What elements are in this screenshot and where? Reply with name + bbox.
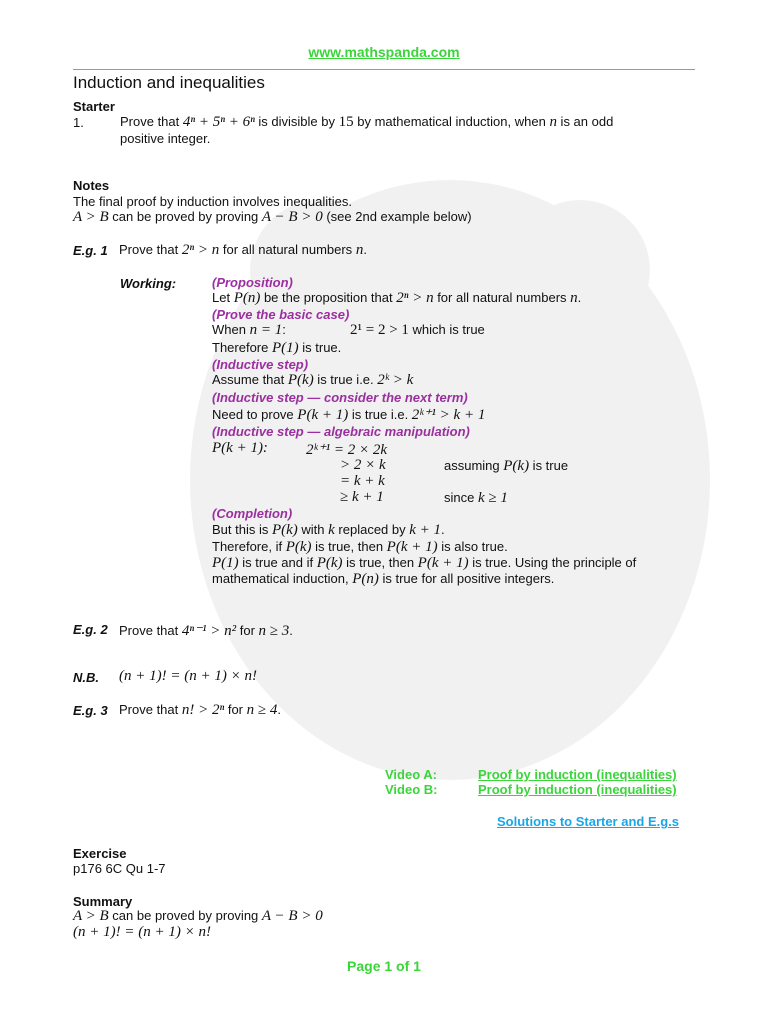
next-term-heading: (Inductive step — consider the next term): [212, 390, 468, 405]
page-title: Induction and inequalities: [73, 73, 265, 92]
eg1-expression: 2ⁿ > n: [181, 242, 220, 258]
nb-label: N.B.: [73, 670, 99, 685]
working-expression: P(k): [271, 522, 298, 538]
eg3-text: .: [277, 702, 281, 717]
summary-expression: A > B: [73, 908, 109, 924]
notes-heading: Notes: [73, 178, 110, 193]
starter-question-line1: [120, 114, 613, 131]
video-b-label: Video B:: [385, 782, 438, 797]
working-text: .: [577, 290, 582, 305]
working-expression: k + 1: [409, 522, 442, 538]
eg3-condition: n ≥ 4: [246, 702, 278, 718]
working-text: is true i.e.: [348, 407, 412, 422]
starter-text: Prove that: [120, 114, 183, 129]
working-expression: k: [328, 522, 335, 538]
working-expression: 2ⁿ > n: [396, 290, 434, 306]
working-text: is true and if: [238, 555, 317, 570]
working-text: for all natural numbers: [433, 290, 571, 305]
working-expression: k ≥ 1: [477, 490, 508, 506]
starter-question-line2: positive integer.: [120, 131, 211, 146]
eg3-expression: n! > 2ⁿ: [181, 702, 225, 718]
notes-line2: [73, 209, 472, 226]
notes-expression: A > B: [73, 209, 109, 225]
site-url-link[interactable]: www.mathspanda.com: [308, 44, 460, 60]
eg1-text: for all natural numbers: [219, 242, 356, 257]
proposition-statement: [212, 290, 581, 307]
working-expression: P(k): [316, 555, 343, 571]
eg1-variable: n: [355, 242, 364, 258]
starter-variable: n: [549, 114, 557, 130]
completion-line4: [212, 571, 554, 588]
notes-expression: A − B > 0: [261, 209, 323, 225]
working-text: is true. Using the principle of: [468, 555, 637, 570]
eg3-text: for: [224, 702, 247, 717]
starter-divisor: 15: [338, 114, 354, 130]
working-text: with: [297, 522, 329, 537]
summary-text: can be proved by proving: [108, 908, 262, 923]
inductive-step-heading: (Inductive step): [212, 357, 309, 372]
starter-text: by mathematical induction, when: [353, 114, 550, 129]
assumption-line: [212, 372, 413, 389]
basic-case-heading: (Prove the basic case): [212, 307, 350, 322]
eg2-condition: n ≥ 3: [258, 623, 290, 639]
starter-number: 1.: [73, 115, 84, 130]
working-label: Working:: [120, 276, 177, 291]
working-text: which is true: [408, 322, 485, 337]
eg2-question: [119, 621, 293, 640]
starter-text: is an odd: [556, 114, 614, 129]
basic-case-calc: [350, 322, 485, 339]
completion-line2: [212, 539, 508, 556]
working-text: is true.: [298, 340, 342, 355]
eg1-question: [119, 242, 367, 259]
working-text: .: [441, 522, 445, 537]
completion-line1: [212, 522, 445, 539]
header-divider: [73, 69, 695, 70]
working-text: is true i.e.: [313, 372, 378, 387]
working-expression: P(n): [352, 571, 379, 587]
working-text: is also true.: [437, 539, 508, 554]
working-text: is true for all positive integers.: [378, 571, 555, 586]
working-text: since: [444, 490, 478, 505]
working-expression: P(n): [233, 290, 261, 306]
starter-expression: 4ⁿ + 5ⁿ + 6ⁿ: [182, 114, 255, 130]
video-a-link[interactable]: Proof by induction (inequalities): [478, 767, 677, 782]
working-text: But this is: [212, 522, 272, 537]
working-expression: P(k): [287, 372, 314, 388]
summary-expression: A − B > 0: [261, 908, 323, 924]
working-text: :: [282, 322, 286, 337]
eg3-label: E.g. 3: [73, 703, 108, 718]
completion-heading: (Completion): [212, 506, 293, 521]
algebra-lhs: P(k + 1):: [212, 440, 268, 456]
working-expression: 2ᵏ⁺¹ > k + 1: [411, 407, 486, 423]
notes-text: can be proved by proving: [108, 209, 262, 224]
working-text: replaced by: [334, 522, 410, 537]
working-expression: 2ᵏ > k: [377, 372, 414, 388]
working-expression: n = 1: [249, 322, 283, 338]
working-expression: P(k + 1): [297, 407, 349, 423]
working-expression: 2¹ = 2 > 1: [350, 322, 409, 338]
algebra-line3: = k + k: [340, 473, 385, 489]
exercise-heading: Exercise: [73, 846, 127, 861]
working-expression: P(k): [503, 458, 530, 474]
basic-case-conclusion: [212, 340, 341, 357]
working-text: is true, then: [342, 555, 418, 570]
working-text: Therefore, if: [212, 539, 286, 554]
working-expression: P(k + 1): [386, 539, 438, 555]
eg3-question: [119, 702, 281, 719]
notes-text: (see 2nd example below): [322, 209, 472, 224]
working-text: Let: [212, 290, 234, 305]
eg2-text: for: [236, 623, 259, 638]
algebra-line4-note: [444, 490, 508, 507]
eg2-text: Prove that: [119, 623, 182, 638]
algebra-line2-note: [444, 458, 568, 475]
need-to-prove-line: [212, 405, 485, 424]
summary-heading: Summary: [73, 894, 133, 909]
working-text: Therefore: [212, 340, 272, 355]
eg1-text: Prove that: [119, 242, 182, 257]
working-text: Assume that: [212, 372, 288, 387]
working-text: assuming: [444, 458, 504, 473]
working-text: When: [212, 322, 250, 337]
working-text: Need to prove: [212, 407, 298, 422]
solutions-link[interactable]: Solutions to Starter and E.g.s: [497, 814, 680, 829]
eg1-label: E.g. 1: [73, 243, 108, 258]
video-b-link[interactable]: Proof by induction (inequalities): [478, 782, 677, 797]
algebra-line2: > 2 × k: [340, 457, 386, 473]
summary-line1: [73, 908, 323, 925]
eg3-text: Prove that: [119, 702, 182, 717]
working-expression: P(k): [285, 539, 312, 555]
working-expression: n: [570, 290, 578, 306]
eg2-text: .: [289, 623, 293, 638]
working-expression: P(k + 1): [417, 555, 469, 571]
page-number: Page 1 of 1: [347, 958, 421, 974]
working-text: mathematical induction,: [212, 571, 353, 586]
proposition-heading: (Proposition): [212, 275, 293, 290]
basic-case-line: [212, 322, 286, 339]
eg2-label: E.g. 2: [73, 622, 108, 637]
working-text: be the proposition that: [260, 290, 397, 305]
exercise-text: p176 6C Qu 1-7: [73, 861, 166, 876]
working-text: is true, then: [311, 539, 387, 554]
eg2-expression: 4ⁿ⁻¹ > n²: [181, 623, 237, 639]
notes-line1: The final proof by induction involves inequalities.: [73, 194, 352, 209]
working-text: is true: [529, 458, 569, 473]
completion-line3: [212, 555, 636, 572]
algebra-line4: ≥ k + 1: [340, 489, 384, 505]
summary-line2: (n + 1)! = (n + 1) × n!: [73, 924, 211, 940]
video-a-label: Video A:: [385, 767, 438, 782]
working-expression: P(1): [212, 555, 239, 571]
nb-expression: (n + 1)! = (n + 1) × n!: [119, 668, 257, 684]
starter-heading: Starter: [73, 99, 115, 114]
starter-text: is divisible by: [254, 114, 339, 129]
eg1-text: .: [363, 242, 367, 257]
algebra-heading: (Inductive step — algebraic manipulation): [212, 424, 470, 439]
working-expression: P(1): [271, 340, 299, 356]
algebra-line1: 2ᵏ⁺¹ = 2 × 2k: [306, 442, 388, 458]
